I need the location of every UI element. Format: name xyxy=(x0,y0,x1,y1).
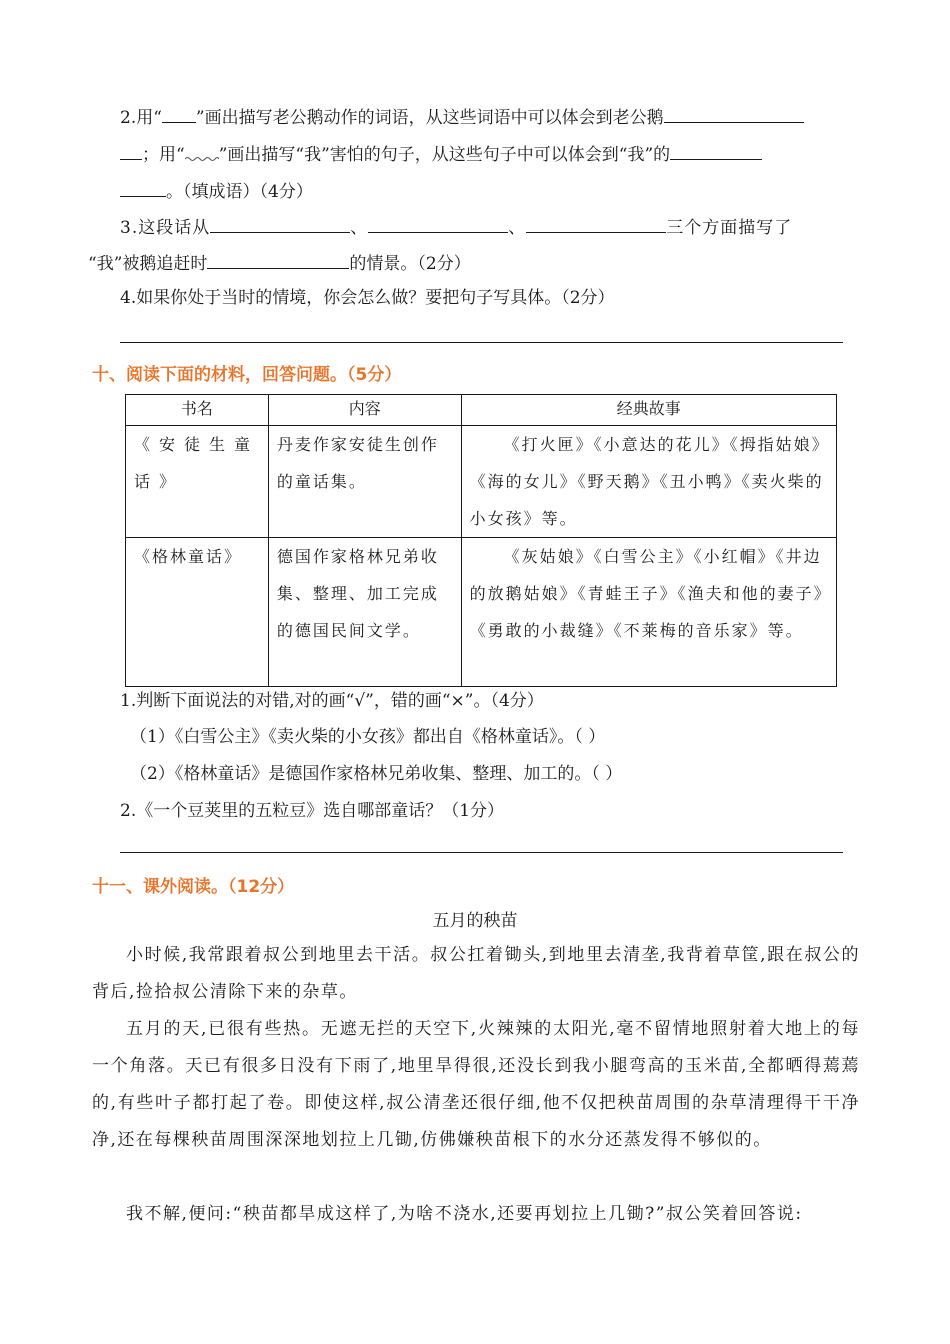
answer-line[interactable] xyxy=(120,342,843,343)
story-paragraph: 小时候,我常跟着叔公到地里去干活。叔公扛着锄头,到地里去清垄,我背着草筐,跟在叔公的背后,捡拾叔公清除下来的杂草。 xyxy=(92,945,860,1002)
wavy-underline-mark-sample xyxy=(185,142,219,160)
answer-blank[interactable] xyxy=(120,178,166,197)
section-10-title: 十、阅读下面的材料，回答问题。（5分） xyxy=(92,365,402,385)
answer-blank[interactable] xyxy=(210,214,350,233)
cell-book: 《安徒生童话》 xyxy=(126,426,269,538)
cell-stories: 《打火匣》《小意达的花儿》《拇指姑娘》《海的女儿》《野天鹅》《丑小鸭》《卖火柴的小女孩》等。 xyxy=(461,426,836,538)
header-book: 书名 xyxy=(126,395,269,426)
section-11-title: 十一、课外阅读。（12分） xyxy=(92,877,295,897)
q9-4: 4.如果你处于当时的情境，你会怎么做？要把句子写具体。（2分） xyxy=(120,288,615,308)
q9-3-line1: 3.这段话从 、 、 三个方面描写了 xyxy=(120,214,860,239)
s10-q1-1: （1）《白雪公主》《卖火柴的小女孩》都出自《格林童话》。（ ） xyxy=(130,727,606,747)
q9-2-line2: ；用“ ”画出描写“我”害怕的句子，从这些句子中可以体会到“我”的 xyxy=(120,141,860,166)
answer-blank[interactable] xyxy=(664,104,804,123)
answer-blank[interactable] xyxy=(207,250,349,269)
q9-2-line3: 。（填成语）（4分） xyxy=(120,178,860,203)
table-row xyxy=(126,426,837,538)
q9-3-line2: “我”被鹅追赶时 的情景。（2分） xyxy=(88,250,828,275)
q9-2-line1: 2.用“ ”画出描写老公鹅动作的词语，从这些词语中可以体会到老公鹅 xyxy=(120,104,860,129)
story-paragraph: 我不解,便问:“秧苗都旱成这样了,为啥不浇水,还要再划拉上几锄?”叔公笑着回答说: xyxy=(126,1204,803,1224)
cell-stories: 《灰姑娘》《白雪公主》《小红帽》《井边的放鹅姑娘》《青蛙王子》《渔夫和他的妻子》《勇敢的小裁缝》《不莱梅的音乐家》等。 xyxy=(461,538,836,687)
answer-blank[interactable] xyxy=(670,141,762,160)
answer-blank[interactable] xyxy=(526,214,666,233)
table-header-row xyxy=(126,395,837,426)
underline-mark-sample xyxy=(162,104,196,123)
answer-blank[interactable] xyxy=(120,141,142,160)
books-table xyxy=(125,394,837,687)
story-paragraph: 五月的天,已很有些热。无遮无拦的天空下,火辣辣的太阳光,毫不留情地照射着大地上的每一个角落。天已有很多日没有下雨了,地里旱得很,还没长到我小腿弯高的玉米苗,全都晒得蔫蔫的,有些叶子都打起了卷。即使这样,叔公清垄还很仔细,他不仅把秧苗周围的杂草清理得干干净净,还在每棵秧苗周围深深地划拉上几锄,仿佛嫌秧苗根下的水分还蒸发得不够似的。 xyxy=(92,1019,860,1150)
cell-content: 德国作家格林兄弟收集、整理、加工完成的德国民间文学。 xyxy=(268,538,461,687)
story-title: 五月的秧苗 xyxy=(432,911,518,931)
answer-blank[interactable] xyxy=(368,214,508,233)
answer-line[interactable] xyxy=(120,852,843,853)
cell-book: 《格林童话》 xyxy=(126,538,269,687)
s10-q1-2: （2）《格林童话》是德国作家格林兄弟收集、整理、加工的。（ ） xyxy=(130,764,623,784)
cell-content: 丹麦作家安徒生创作的童话集。 xyxy=(268,426,461,538)
header-stories: 经典故事 xyxy=(461,395,836,426)
header-content: 内容 xyxy=(268,395,461,426)
table-row xyxy=(126,538,837,687)
s10-q2: 2.《一个豆荚里的五粒豆》选自哪部童话？（1分） xyxy=(120,801,505,821)
s10-q1: 1.判断下面说法的对错,对的画“√”，错的画“×”。（4分） xyxy=(120,691,544,711)
